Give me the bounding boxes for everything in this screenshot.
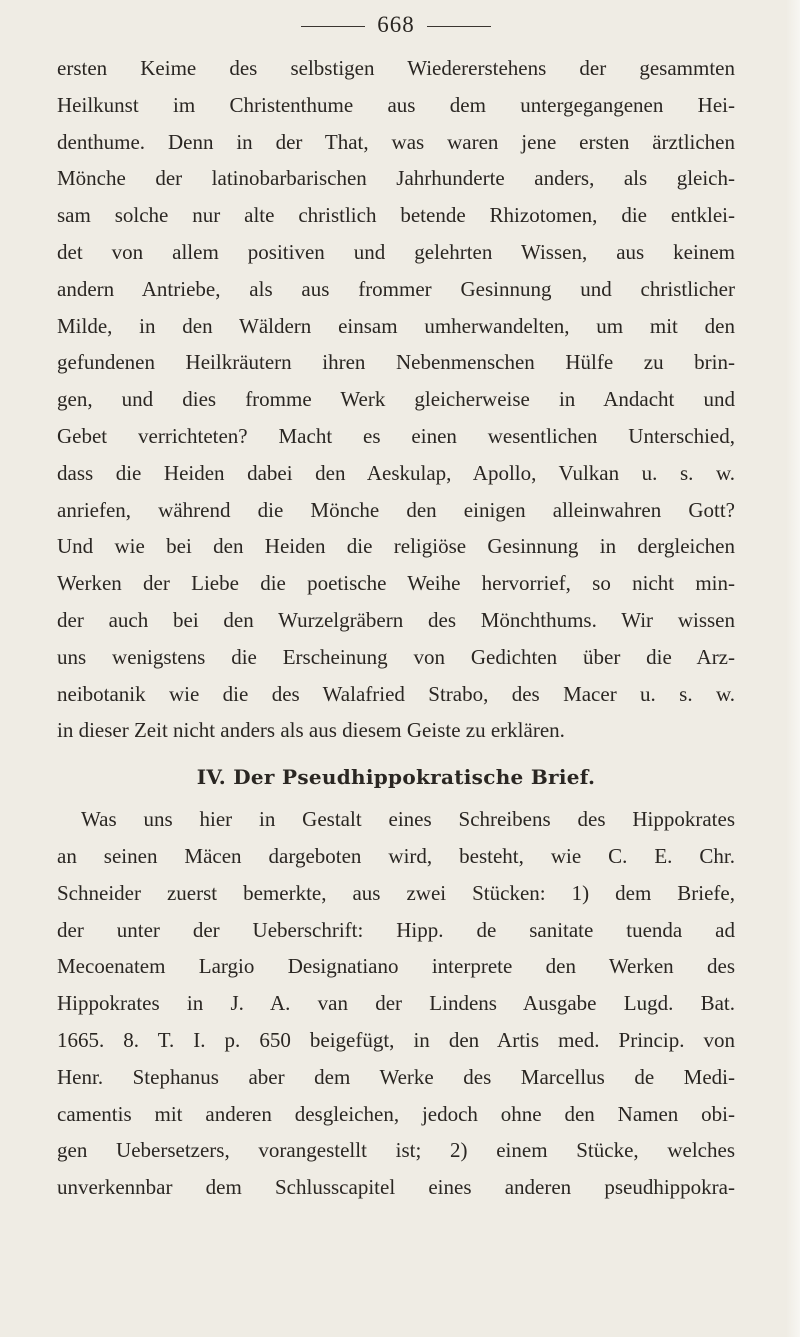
text-line: Und wie bei den Heiden die religiöse Gesinnung in dergleichen <box>57 534 735 559</box>
text-line: neibotanik wie die des Walafried Strabo, des Macer u. s. w. <box>57 681 735 706</box>
text-line: det von allem positiven und gelehrten Wissen, aus keinem <box>57 239 735 264</box>
text-line: Milde, in den Wäldern einsam umherwandelten, um mit den <box>57 313 735 338</box>
paragraph-1 <box>57 50 735 749</box>
text-line: 1665. 8. T. I. p. 650 beigefügt, in den Artis med. Princip. von <box>57 1027 735 1052</box>
text-line: uns wenigstens die Erscheinung von Gedichten über die Arz- <box>57 644 735 669</box>
text-line: Mönche der latinobarbarischen Jahrhunderte anders, als gleich- <box>57 166 735 191</box>
header-dash-left <box>301 26 365 27</box>
header-dash-right <box>427 26 491 27</box>
section-heading: IV. Der Pseudhippokratische Brief. <box>196 765 596 790</box>
text-line: gen Uebersetzers, vorangestellt ist; 2) einem Stücke, welches <box>57 1138 735 1163</box>
text-line: Werken der Liebe die poetische Weihe hervorrief, so nicht min- <box>57 571 735 596</box>
page-header <box>57 10 735 40</box>
page-number: 668 <box>377 12 415 37</box>
text-line: andern Antriebe, als aus frommer Gesinnung und christlicher <box>57 276 735 301</box>
text-line: Henr. Stephanus aber dem Werke des Marcellus de Medi- <box>57 1064 735 1089</box>
text-line: Schneider zuerst bemerkte, aus zwei Stücken: 1) dem Briefe, <box>57 880 735 905</box>
text-line: gefundenen Heilkräutern ihren Nebenmenschen Hülfe zu brin- <box>57 350 735 375</box>
text-line: camentis mit anderen desgleichen, jedoch ohne den Namen obi- <box>57 1101 735 1126</box>
text-line: anriefen, während die Mönche den einigen alleinwahren Gott? <box>57 497 735 522</box>
text-line: Was uns hier in Gestalt eines Schreibens des Hippokrates <box>81 807 735 832</box>
text-line: unverkennbar dem Schlusscapitel eines anderen pseudhippokra- <box>57 1175 735 1200</box>
text-line: der unter der Ueberschrift: Hipp. de sanitate tuenda ad <box>57 917 735 942</box>
text-line: gen, und dies fromme Werk gleicherweise in Andacht und <box>57 387 735 412</box>
text-line: dass die Heiden dabei den Aeskulap, Apollo, Vulkan u. s. w. <box>57 460 735 485</box>
text-line: Mecoenatem Largio Designatiano interprete den Werken des <box>57 954 735 979</box>
text-line: sam solche nur alte christlich betende Rhizotomen, die entklei- <box>57 203 735 228</box>
text-line: Hippokrates in J. A. van der Lindens Ausgabe Lugd. Bat. <box>57 991 735 1016</box>
paragraph-2 <box>57 801 735 1206</box>
text-line: an seinen Mäcen dargeboten wird, besteht, wie C. E. Chr. <box>57 843 735 868</box>
text-line: denthume. Denn in der That, was waren jene ersten ärztlichen <box>57 129 735 154</box>
text-line: der auch bei den Wurzelgräbern des Mönchthums. Wir wissen <box>57 607 735 632</box>
text-line: Heilkunst im Christenthume aus dem untergegangenen Hei- <box>57 92 735 117</box>
text-line: Gebet verrichteten? Macht es einen wesentlichen Unterschied, <box>57 423 735 448</box>
text-line: in dieser Zeit nicht anders als aus diesem Geiste zu erklären. <box>57 718 565 743</box>
text-line: ersten Keime des selbstigen Wiedererstehens der gesammten <box>57 56 735 80</box>
body-text <box>57 50 735 1206</box>
